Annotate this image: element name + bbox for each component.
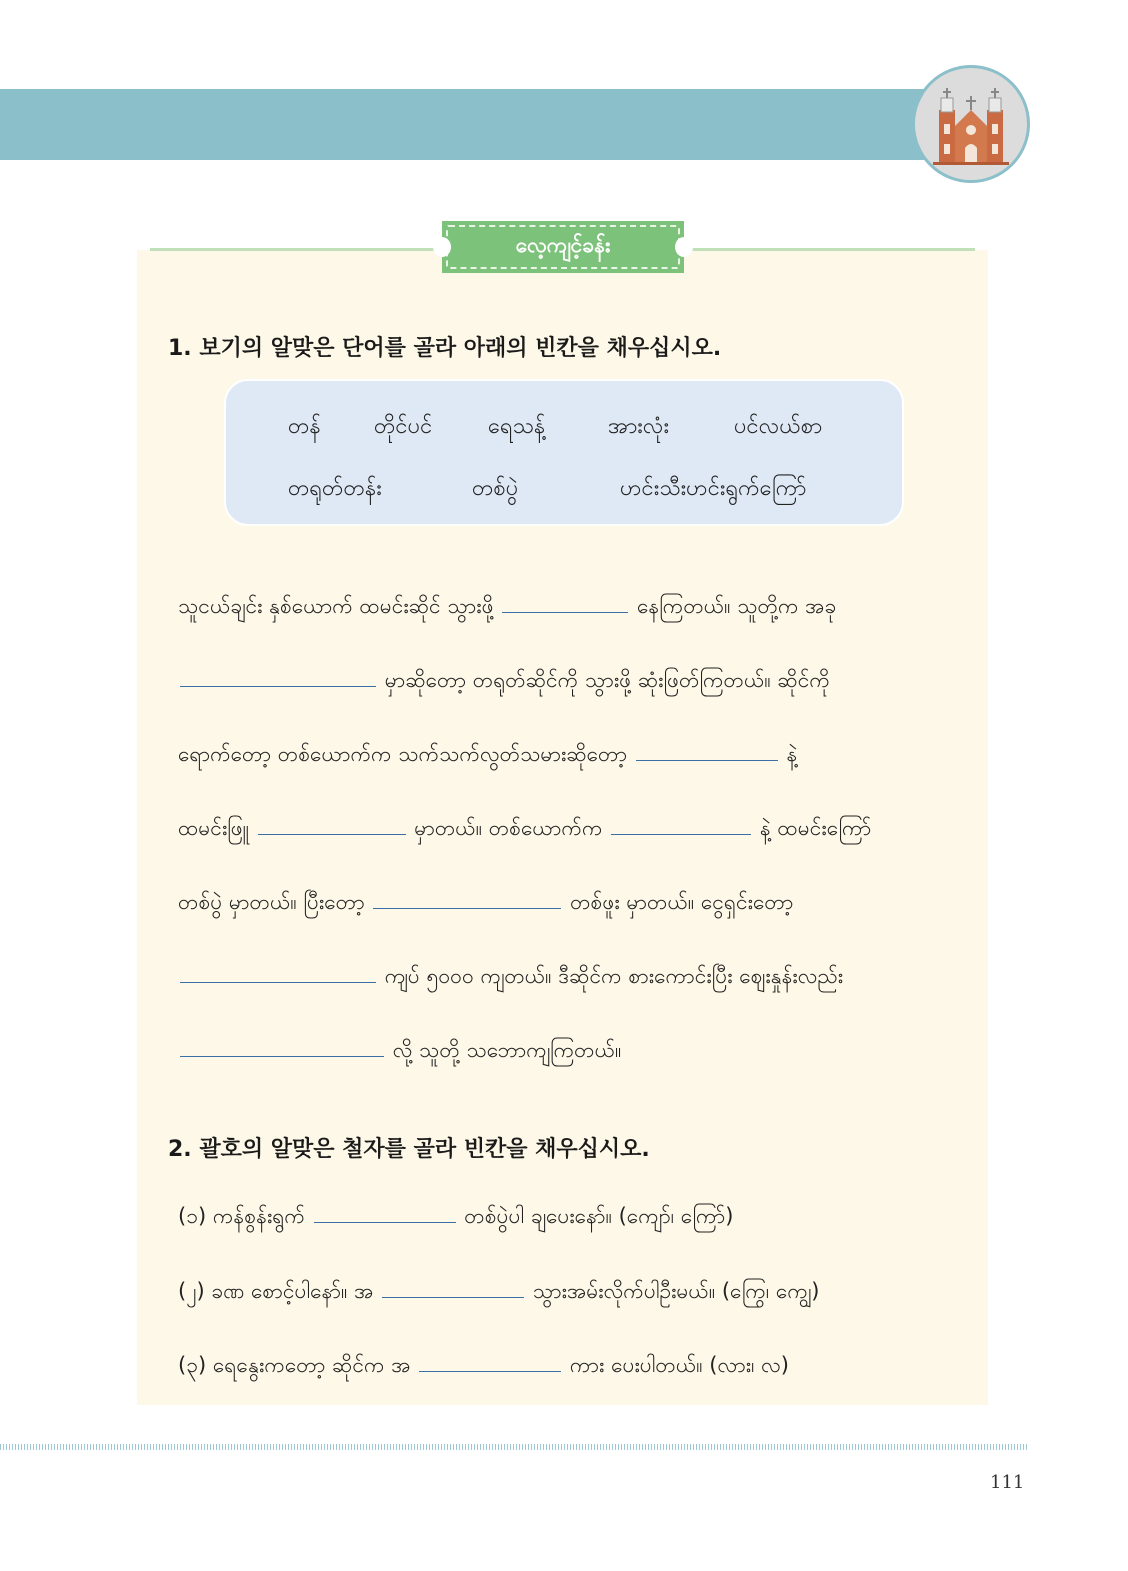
section-tag — [442, 221, 684, 273]
question-2-item: (၃) ရေနွေးကတော့ ဆိုင်က အ ကား ပေးပါတယ်။ (လား၊ လ) — [178, 1353, 789, 1377]
word-bank-item: တစ်ပွဲ — [472, 476, 519, 501]
question-2-item: (၁) ကန်စွန်းရွက် တစ်ပွဲပါ ချပေးနော်။ (ကျော်၊ ကြော်) — [178, 1204, 734, 1228]
fill-blank[interactable] — [258, 814, 406, 835]
word-bank-item: ရေသန့် — [488, 414, 546, 439]
passage-line-4: ထမင်းဖြူ မှာတယ်။ တစ်ယောက်က နဲ့ ထမင်းကြော် — [178, 816, 872, 840]
header-band — [0, 89, 960, 160]
fill-blank[interactable] — [314, 1202, 456, 1223]
fill-blank[interactable] — [382, 1277, 524, 1298]
church-icon — [912, 65, 1030, 183]
word-bank — [224, 379, 904, 526]
passage-line-1: သူငယ်ချင်း နှစ်ယောက် ထမင်းဆိုင် သွားဖို့ နေကြတယ်။ သူတို့က အခု — [178, 594, 837, 618]
question-1-title: 1. 보기의 알맞은 단어를 골라 아래의 빈칸을 채우십시오. — [168, 336, 722, 361]
question-2-item: (၂) ခဏ စောင့်ပါနော်။ အ သွားအမ်းလိုက်ပါဦးမယ်။ (ကြွေ၊ ကျွေ) — [178, 1279, 820, 1303]
word-bank-item: တန် — [288, 414, 321, 439]
question-2-title: 2. 괄호의 알맞은 철자를 골라 빈칸을 채우십시오. — [168, 1137, 650, 1162]
passage-line-3: ရောက်တော့ တစ်ယောက်က သက်သက်လွတ်သမားဆိုတော့ နဲ့ — [178, 742, 798, 766]
word-bank-item: တရုတ်တန်း — [288, 476, 382, 501]
passage-line-7: လို့ သူတို့ သဘောကျကြတယ်။ — [178, 1035, 621, 1065]
fill-blank[interactable] — [180, 962, 376, 983]
word-bank-item: အားလုံး — [608, 414, 670, 439]
passage-line-2: မှာဆိုတော့ တရုတ်ဆိုင်ကို သွားဖို့ ဆုံးဖြတ်ကြတယ်။ ဆိုင်ကို — [178, 665, 830, 695]
fill-blank[interactable] — [419, 1351, 561, 1372]
passage-line-5: တစ်ပွဲ မှာတယ်။ ပြီးတော့ တစ်ဖူး မှာတယ်။ ငွေရှင်းတော့ — [178, 890, 794, 914]
word-bank-item: ဟင်းသီးဟင်းရွက်ကြော် — [620, 476, 807, 501]
passage-line-6: ကျပ် ၅၀၀၀ ကျတယ်။ ဒီဆိုင်က စားကောင်းပြီး ဈေးနှုန်းလည်း — [178, 961, 843, 991]
footer-divider — [0, 1444, 1028, 1450]
fill-blank[interactable] — [373, 888, 561, 909]
fill-blank[interactable] — [180, 1036, 384, 1057]
fill-blank[interactable] — [611, 814, 751, 835]
word-bank-item: တိုင်ပင် — [374, 414, 433, 439]
fill-blank[interactable] — [636, 740, 778, 761]
page-number: 111 — [990, 1472, 1025, 1493]
fill-blank[interactable] — [180, 666, 376, 687]
word-bank-item: ပင်လယ်စာ — [734, 414, 823, 439]
section-tag-label: လေ့ကျင့်ခန်း — [515, 233, 611, 257]
fill-blank[interactable] — [502, 592, 628, 613]
